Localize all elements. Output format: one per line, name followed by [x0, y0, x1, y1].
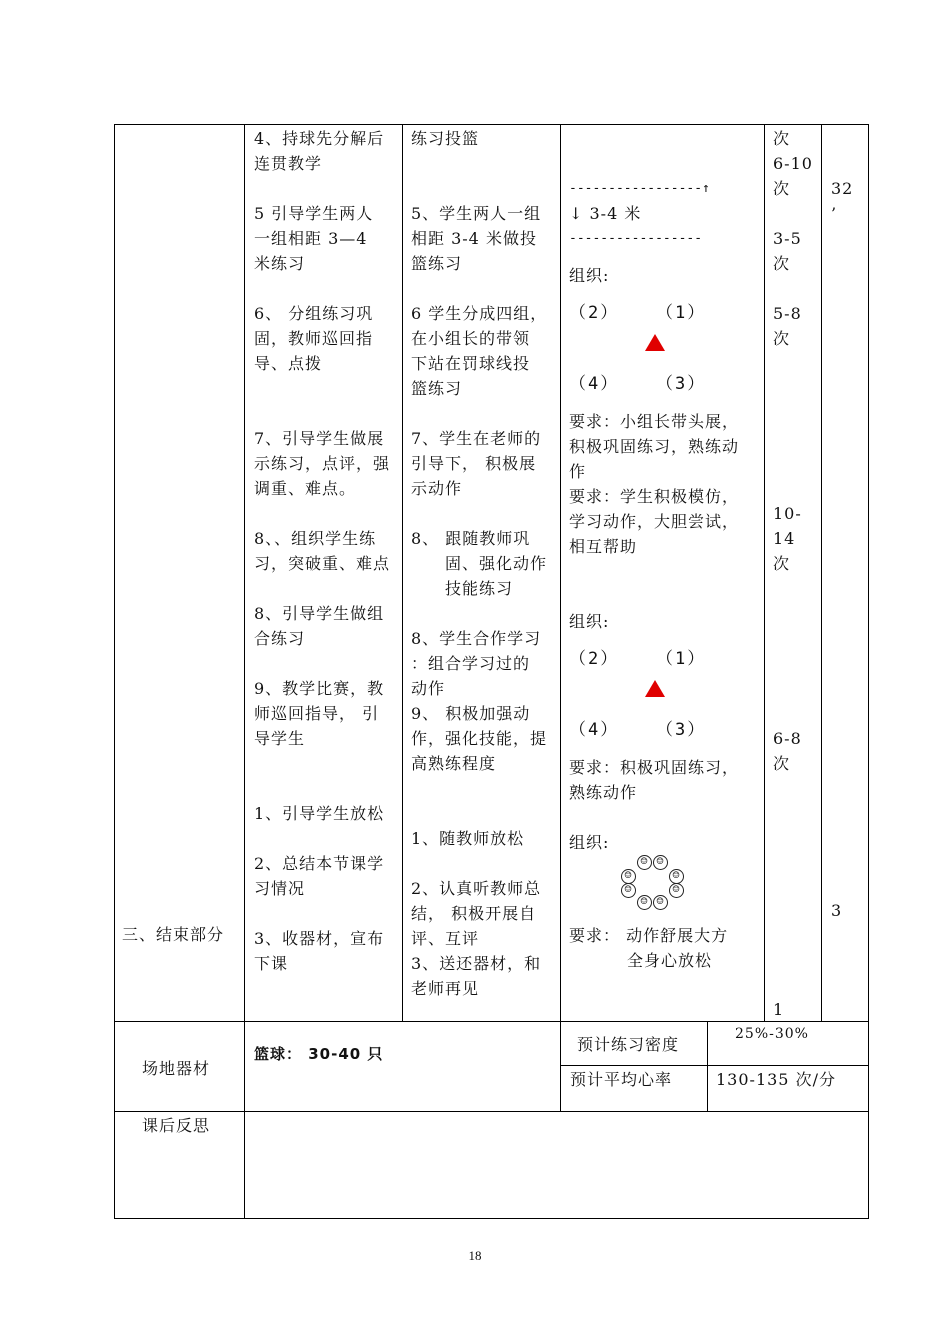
teacher-line: 固，教师巡回指	[254, 329, 374, 348]
distance-line-bottom: -----------------	[569, 231, 703, 246]
student-line: 引导下， 积极展	[411, 454, 537, 473]
teacher-triangle-icon	[645, 680, 665, 697]
reps-text: 6-8	[773, 729, 802, 748]
group-row-bottom	[569, 717, 761, 743]
heart-rate-value: 130-135 次/分	[716, 1070, 836, 1089]
teacher-line: 5 引导学生两人	[254, 204, 374, 223]
repetitions-cell	[773, 126, 819, 776]
student-line: 6 学生分成四组，	[411, 304, 548, 323]
requirement-line: 相互帮助	[569, 537, 638, 556]
student-line: 技能练习	[445, 579, 514, 598]
smiley-icon: ☺	[637, 895, 652, 910]
reps-text: 次	[773, 754, 791, 773]
teacher-line: 8、、组织学生练	[254, 529, 377, 548]
teacher-line: 1、引导学生放松	[254, 804, 385, 823]
group-3: （3）	[655, 374, 707, 394]
student-line: 9、 积极加强动	[411, 704, 531, 723]
teacher-line: 一组相距 3—4	[254, 229, 368, 248]
reps-text: 3-5	[773, 229, 802, 248]
table-col-line-density	[707, 1021, 708, 1112]
reps-text: 10-	[773, 504, 802, 523]
teacher-triangle-icon	[645, 334, 665, 351]
table-divider-reflection	[114, 1111, 869, 1112]
table-col-line-5	[821, 124, 822, 1021]
requirement-line: 作	[569, 462, 587, 481]
venue-value: 篮球： 30-40 只	[254, 1045, 384, 1063]
student-line: 7、学生在老师的	[411, 429, 542, 448]
group-2: （2）	[569, 303, 620, 323]
table-border-left	[114, 124, 115, 1219]
organization-label: 组织:	[569, 833, 610, 852]
reps-final: 1	[773, 1000, 785, 1019]
teacher-line: 习，突破重、难点	[254, 554, 391, 573]
student-line: 篮练习	[411, 379, 463, 398]
group-1: （1）	[655, 303, 707, 323]
teacher-line: 3、收器材，宣布	[254, 929, 385, 948]
requirement-line: 积极巩固练习，熟练动	[569, 437, 740, 456]
requirement-line: 全身心放松	[627, 951, 713, 970]
smiley-icon: ☺	[637, 855, 652, 870]
group-row-bottom	[569, 371, 761, 397]
student-line: 相距 3-4 米做投	[411, 229, 537, 248]
student-activities-cell	[411, 126, 557, 1001]
student-line: ：组合学习过的	[411, 654, 531, 673]
time-value: 32	[831, 179, 854, 198]
teacher-line: 导学生	[254, 729, 306, 748]
reps-text: 次	[773, 129, 791, 148]
student-line: 8、 跟随教师巩	[411, 529, 531, 548]
smiley-icon: ☺	[653, 855, 668, 870]
density-value: 25%-30%	[735, 1026, 809, 1042]
requirement-line: 要求： 动作舒展大方	[569, 926, 729, 945]
reps-text: 次	[773, 179, 791, 198]
student-line: 3、送还器材，和	[411, 954, 542, 973]
section-end-label: 三、结束部分	[122, 925, 225, 944]
student-line: 篮练习	[411, 254, 463, 273]
reps-text: 次	[773, 254, 791, 273]
student-line: 高熟练程度	[411, 754, 497, 773]
teacher-line: 导、点拨	[254, 354, 323, 373]
group-4: （4）	[569, 374, 620, 394]
teacher-line: 师巡回指导， 引	[254, 704, 380, 723]
table-col-line-4	[764, 124, 765, 1021]
reps-text: 6-10	[773, 154, 813, 173]
teacher-line: 连贯教学	[254, 154, 323, 173]
smiley-icon: ☺	[669, 883, 684, 898]
smiley-icon: ☺	[653, 895, 668, 910]
time-cell-end	[831, 898, 842, 923]
group-3: （3）	[655, 720, 707, 740]
teacher-line: 7、引导学生做展	[254, 429, 385, 448]
teacher-line: 8、引导学生做组	[254, 604, 385, 623]
student-line: 固、强化动作	[445, 554, 548, 573]
requirement-line: 熟练动作	[569, 783, 638, 802]
teacher-line: 下课	[254, 954, 289, 973]
reps-text: 次	[773, 554, 791, 573]
student-line: 在小组长的带领	[411, 329, 531, 348]
student-line: 1、随教师放松	[411, 829, 525, 848]
table-col-line-3	[560, 124, 561, 1112]
table-col-line-1	[244, 124, 245, 1219]
time-value: 3	[831, 901, 843, 920]
reps-text: 次	[773, 329, 791, 348]
student-line: 老师再见	[411, 979, 480, 998]
student-line: 2、认真听教师总	[411, 879, 542, 898]
student-line: 示动作	[411, 479, 463, 498]
distance-line-top: -----------------↑	[569, 181, 710, 196]
teacher-line: 4、持球先分解后	[254, 129, 385, 148]
reflection-label: 课后反思	[142, 1116, 211, 1135]
requirement-line: 要求：积极巩固练习，	[569, 758, 740, 777]
teacher-line: 9、教学比赛，教	[254, 679, 385, 698]
student-line: 作，强化技能，提	[411, 729, 548, 748]
group-row-top	[569, 300, 761, 326]
table-divider-density	[560, 1065, 869, 1066]
student-circle-formation	[619, 855, 689, 911]
requirement-line: 学习动作，大胆尝试，	[569, 512, 740, 531]
teacher-line: 习情况	[254, 879, 306, 898]
student-line: 动作	[411, 679, 446, 698]
student-line: 下站在罚球线投	[411, 354, 531, 373]
reps-text: 5-8	[773, 304, 802, 323]
venue-label: 场地器材	[142, 1059, 211, 1078]
teacher-line: 示练习，点评，强	[254, 454, 391, 473]
group-row-top	[569, 646, 761, 672]
group-4: （4）	[569, 720, 620, 740]
organization-cell	[569, 176, 761, 973]
student-line: 5、学生两人一组	[411, 204, 542, 223]
time-cell-main	[831, 176, 853, 226]
group-1: （1）	[655, 649, 707, 669]
organization-label: 组织:	[569, 612, 610, 631]
smiley-icon: ☺	[669, 869, 684, 884]
smiley-icon: ☺	[621, 883, 636, 898]
teacher-line: 2、总结本节课学	[254, 854, 385, 873]
teacher-activities-cell	[254, 126, 400, 976]
requirement-line: 要求：学生积极模仿，	[569, 487, 740, 506]
reps-text: 14	[773, 529, 796, 548]
teacher-line: 米练习	[254, 254, 306, 273]
student-line: 结， 积极开展自	[411, 904, 537, 923]
student-line: 练习投篮	[411, 129, 480, 148]
table-border-top	[114, 124, 869, 125]
table-border-right	[868, 124, 869, 1219]
heart-rate-label: 预计平均心率	[570, 1070, 673, 1089]
table-border-bottom	[114, 1218, 869, 1219]
table-col-line-2	[402, 124, 403, 1021]
time-unit: ’	[831, 204, 838, 223]
teacher-line: 6、 分组练习巩	[254, 304, 374, 323]
student-line: 8、学生合作学习	[411, 629, 542, 648]
group-2: （2）	[569, 649, 620, 669]
requirement-line: 要求：小组长带头展，	[569, 412, 740, 431]
distance-label: ↓ 3-4 米	[569, 204, 642, 223]
smiley-icon: ☺	[621, 869, 636, 884]
page-number: 18	[468, 1248, 482, 1263]
student-line: 评、互评	[411, 929, 480, 948]
organization-label: 组织:	[569, 266, 610, 285]
teacher-line: 调重、难点。	[254, 479, 357, 498]
density-label: 预计练习密度	[577, 1035, 680, 1054]
teacher-line: 合练习	[254, 629, 306, 648]
